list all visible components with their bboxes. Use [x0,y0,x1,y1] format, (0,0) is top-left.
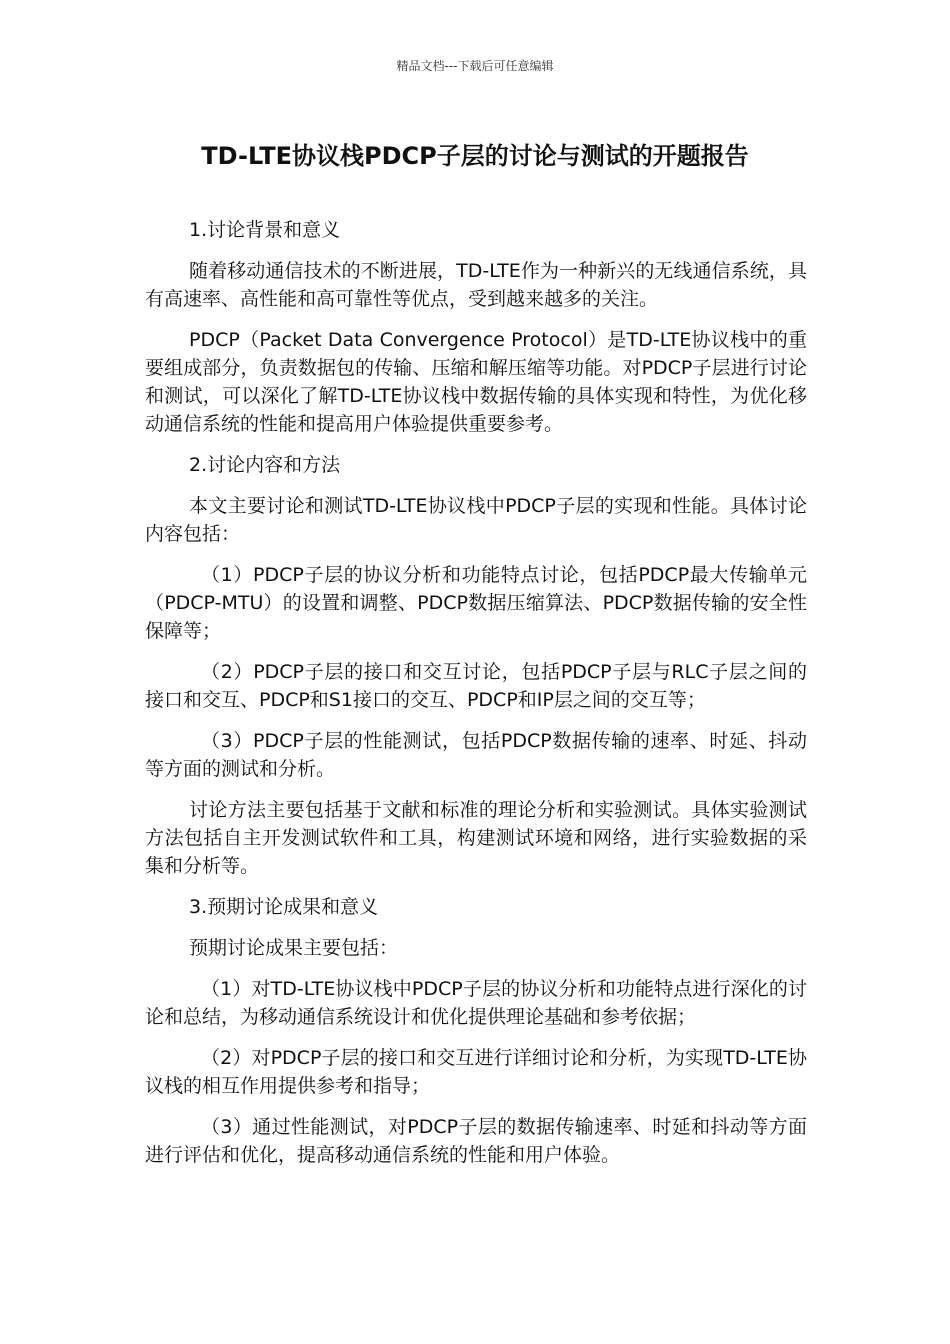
section-2-paragraph-2: 讨论方法主要包括基于文献和标准的理论分析和实验测试。具体实验测试方法包括自主开发测试软件和工具，构建测试环境和网络，进行实验数据的采集和分析等。 [145,799,807,877]
section-2-list-item-3: （3）PDCP子层的性能测试，包括PDCP数据传输的速率、时延、抖动等方面的测试和分析。 [145,730,807,780]
section-3-list-item-2: （2）对PDCP子层的接口和交互进行详细讨论和分析，为实现TD-LTE协议栈的相互作用提供参考和指导； [145,1047,807,1097]
section-2-paragraph-1: 本文主要讨论和测试TD-LTE协议栈中PDCP子层的实现和性能。具体讨论内容包括： [145,495,807,545]
header-note: 精品文档---下载后可任意编辑 [396,59,554,73]
section-2-list-item-1: （1）PDCP子层的协议分析和功能特点讨论，包括PDCP最大传输单元（PDCP-MTU）的设置和调整、PDCP数据压缩算法、PDCP数据传输的安全性保障等； [145,564,807,642]
section-1-paragraph-1: 随着移动通信技术的不断进展，TD-LTE作为一种新兴的无线通信系统，具有高速率、高性能和高可靠性等优点，受到越来越多的关注。 [145,260,807,310]
section-3-list-item-3: （3）通过性能测试，对PDCP子层的数据传输速率、时延和抖动等方面进行评估和优化，提高移动通信系统的性能和用户体验。 [145,1116,807,1166]
section-3-heading: 3.预期讨论成果和意义 [189,896,379,918]
section-3-paragraph-1: 预期讨论成果主要包括： [189,937,399,959]
section-1-heading: 1.讨论背景和意义 [189,219,341,241]
section-2-heading: 2.讨论内容和方法 [189,454,341,476]
section-2-list-item-2: （2）PDCP子层的接口和交互讨论，包括PDCP子层与RLC子层之间的接口和交互、PDCP和S1接口的交互、PDCP和IP层之间的交互等； [145,661,807,711]
document-title: TD-LTE协议栈PDCP子层的讨论与测试的开题报告 [201,142,749,170]
section-1-paragraph-2: PDCP（Packet Data Convergence Protocol）是TD-LTE协议栈中的重要组成部分，负责数据包的传输、压缩和解压缩等功能。对PDCP子层进行讨论和测试，可以深化了解TD-LTE协议栈中数据传输的具体实现和特性，为优化移动通信系统的性能和提高用户体验提供重要参考。 [145,329,807,435]
document-body [145,216,807,1182]
section-3-list-item-1: （1）对TD-LTE协议栈中PDCP子层的协议分析和功能特点进行深化的讨论和总结，为移动通信系统设计和优化提供理论基础和参考依据； [145,978,807,1028]
